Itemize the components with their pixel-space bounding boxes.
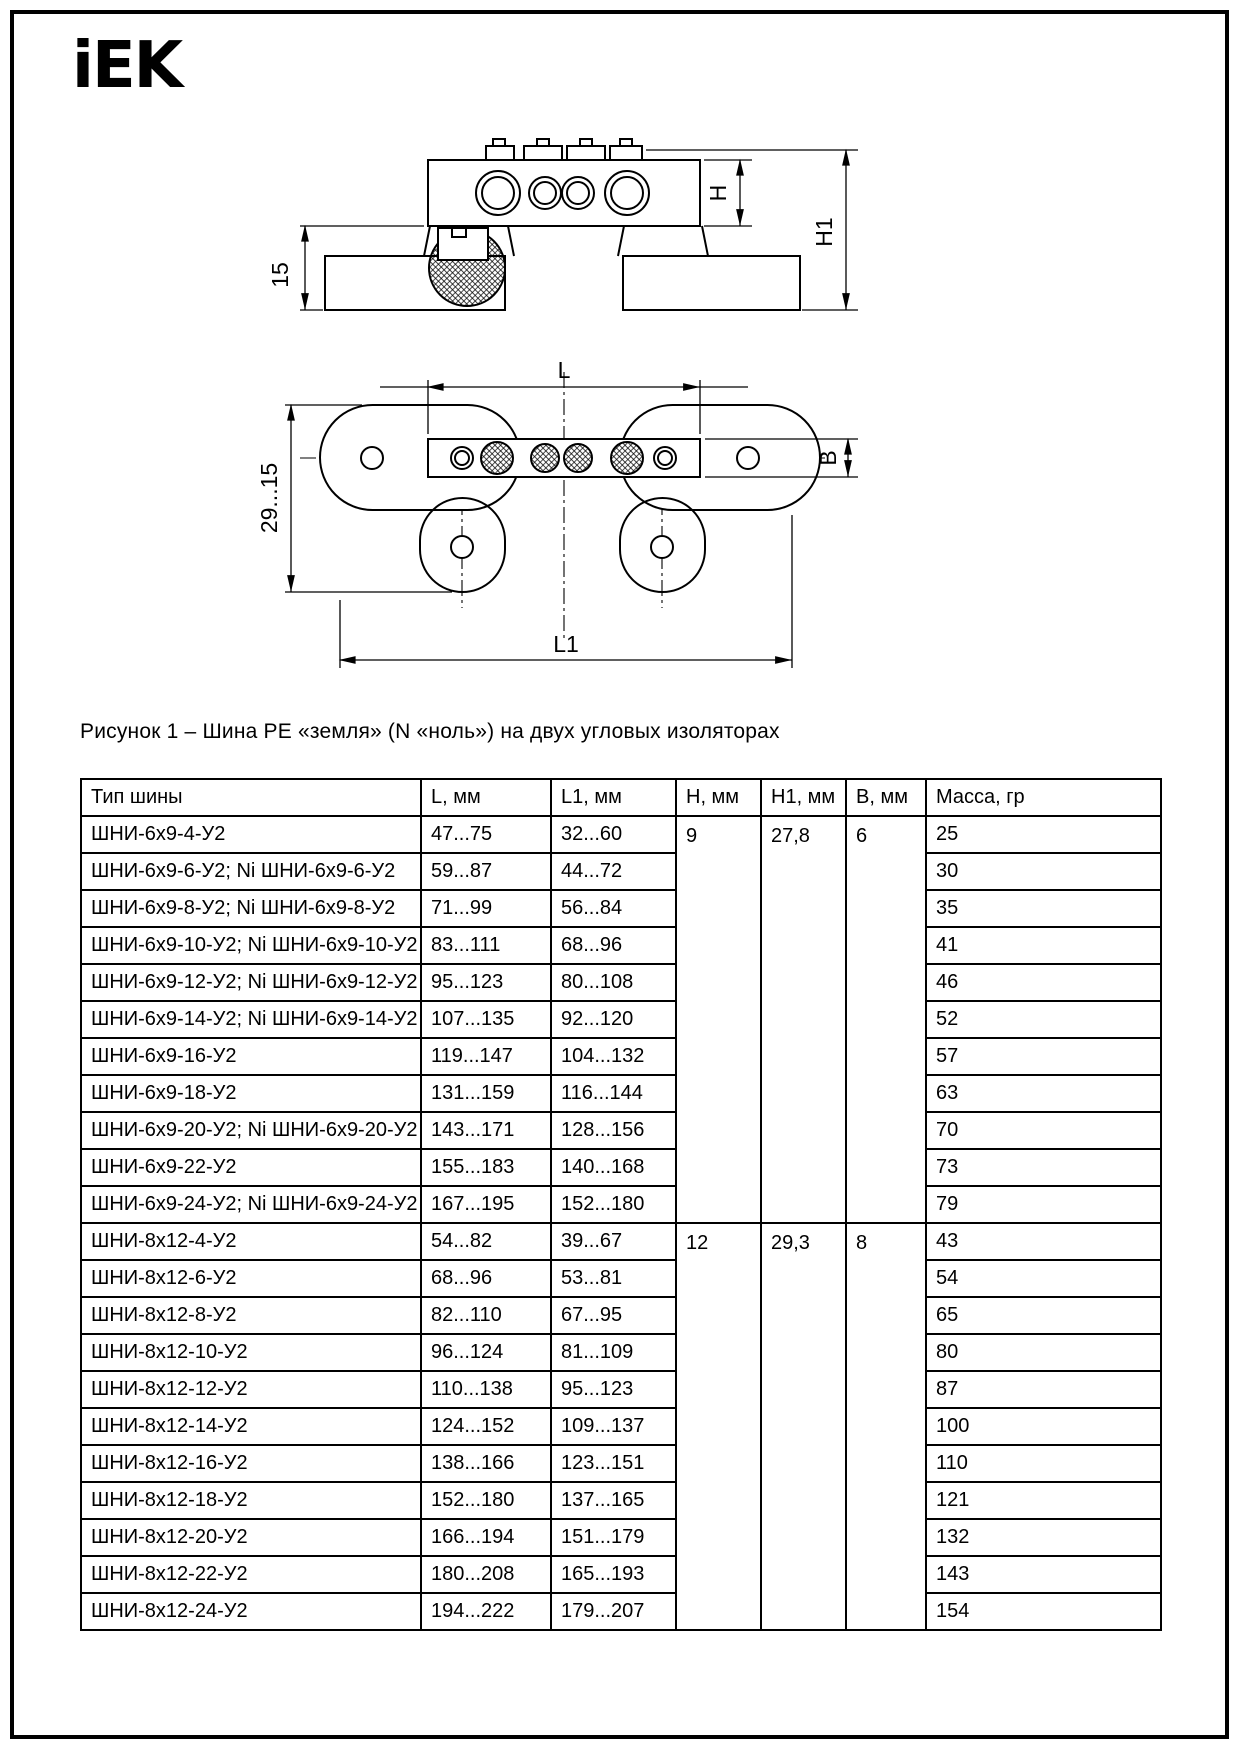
cell-mass: 80 xyxy=(926,1334,1161,1371)
cell-l: 143...171 xyxy=(421,1112,551,1149)
spec-table-body xyxy=(81,816,1161,1630)
cell-h: 12 xyxy=(676,1223,761,1630)
figure-caption: Рисунок 1 – Шина PE «земля» (N «ноль») на двух угловых изоляторах xyxy=(80,720,780,743)
cell-l: 96...124 xyxy=(421,1334,551,1371)
cell-l1: 179...207 xyxy=(551,1593,676,1630)
dim-label-h1: H1 xyxy=(811,217,837,247)
col-header-h: H, мм xyxy=(676,779,761,816)
table-row xyxy=(81,1556,1161,1593)
cell-type: ШНИ-6х9-8-У2; Ni ШНИ-6х9-8-У2 xyxy=(81,890,421,927)
cell-l1: 137...165 xyxy=(551,1482,676,1519)
cell-l: 95...123 xyxy=(421,964,551,1001)
cell-l1: 95...123 xyxy=(551,1371,676,1408)
cell-type: ШНИ-6х9-4-У2 xyxy=(81,816,421,853)
header-row xyxy=(81,779,1161,816)
cell-mass: 43 xyxy=(926,1223,1161,1260)
cell-l1: 104...132 xyxy=(551,1038,676,1075)
cell-l1: 92...120 xyxy=(551,1001,676,1038)
cell-type: ШНИ-8х12-10-У2 xyxy=(81,1334,421,1371)
cell-mass: 143 xyxy=(926,1556,1161,1593)
cell-type: ШНИ-8х12-4-У2 xyxy=(81,1223,421,1260)
cell-l1: 140...168 xyxy=(551,1149,676,1186)
cell-type: ШНИ-8х12-18-У2 xyxy=(81,1482,421,1519)
cell-l: 194...222 xyxy=(421,1593,551,1630)
dim-label-h: H xyxy=(705,184,731,202)
table-row xyxy=(81,1334,1161,1371)
cell-l: 180...208 xyxy=(421,1556,551,1593)
table-row xyxy=(81,1112,1161,1149)
table-row xyxy=(81,1186,1161,1223)
cell-l: 131...159 xyxy=(421,1075,551,1112)
table-row xyxy=(81,890,1161,927)
cell-type: ШНИ-6х9-24-У2; Ni ШНИ-6х9-24-У2 xyxy=(81,1186,421,1223)
cell-mass: 30 xyxy=(926,853,1161,890)
col-header-h1: H1, мм xyxy=(761,779,846,816)
table-row xyxy=(81,1075,1161,1112)
dim-label-l1: L1 xyxy=(553,631,579,657)
cell-type: ШНИ-8х12-8-У2 xyxy=(81,1297,421,1334)
cell-type: ШНИ-8х12-14-У2 xyxy=(81,1408,421,1445)
cell-mass: 54 xyxy=(926,1260,1161,1297)
cell-mass: 73 xyxy=(926,1149,1161,1186)
cell-type: ШНИ-6х9-10-У2; Ni ШНИ-6х9-10-У2 xyxy=(81,927,421,964)
table-row xyxy=(81,964,1161,1001)
cell-l: 68...96 xyxy=(421,1260,551,1297)
cell-mass: 110 xyxy=(926,1445,1161,1482)
cell-l1: 165...193 xyxy=(551,1556,676,1593)
cell-mass: 121 xyxy=(926,1482,1161,1519)
dim-label-15: 15 xyxy=(267,262,293,288)
cell-l1: 123...151 xyxy=(551,1445,676,1482)
cell-type: ШНИ-8х12-16-У2 xyxy=(81,1445,421,1482)
cell-l: 152...180 xyxy=(421,1482,551,1519)
table-row xyxy=(81,1371,1161,1408)
cell-l1: 44...72 xyxy=(551,853,676,890)
cell-type: ШНИ-8х12-6-У2 xyxy=(81,1260,421,1297)
cell-l: 166...194 xyxy=(421,1519,551,1556)
cell-l: 71...99 xyxy=(421,890,551,927)
cell-mass: 25 xyxy=(926,816,1161,853)
cell-mass: 100 xyxy=(926,1408,1161,1445)
cell-l: 155...183 xyxy=(421,1149,551,1186)
table-row xyxy=(81,1297,1161,1334)
cell-l1: 151...179 xyxy=(551,1519,676,1556)
table-row xyxy=(81,1038,1161,1075)
cell-l1: 56...84 xyxy=(551,890,676,927)
cell-mass: 35 xyxy=(926,890,1161,927)
cell-mass: 87 xyxy=(926,1371,1161,1408)
cell-l: 107...135 xyxy=(421,1001,551,1038)
cell-l1: 39...67 xyxy=(551,1223,676,1260)
cell-type: ШНИ-8х12-24-У2 xyxy=(81,1593,421,1630)
dim-label-l: L xyxy=(557,357,571,383)
cell-type: ШНИ-6х9-6-У2; Ni ШНИ-6х9-6-У2 xyxy=(81,853,421,890)
cell-mass: 57 xyxy=(926,1038,1161,1075)
dim-label-range: 29...15 xyxy=(256,462,282,534)
cell-type: ШНИ-8х12-22-У2 xyxy=(81,1556,421,1593)
cell-h: 9 xyxy=(676,816,761,1223)
table-row xyxy=(81,1593,1161,1630)
table-row xyxy=(81,1149,1161,1186)
table-row xyxy=(81,1260,1161,1297)
iek-logo: iEK xyxy=(72,29,182,103)
cell-l: 138...166 xyxy=(421,1445,551,1482)
col-header-l: L, мм xyxy=(421,779,551,816)
cell-mass: 79 xyxy=(926,1186,1161,1223)
table-row xyxy=(81,1482,1161,1519)
col-header-b: B, мм xyxy=(846,779,926,816)
cell-l1: 68...96 xyxy=(551,927,676,964)
dim-label-b: B xyxy=(815,450,841,466)
table-row xyxy=(81,1223,1161,1260)
cell-l1: 32...60 xyxy=(551,816,676,853)
table-row xyxy=(81,816,1161,853)
cell-l: 82...110 xyxy=(421,1297,551,1334)
cell-type: ШНИ-6х9-20-У2; Ni ШНИ-6х9-20-У2 xyxy=(81,1112,421,1149)
cell-l: 83...111 xyxy=(421,927,551,964)
cell-mass: 154 xyxy=(926,1593,1161,1630)
figure-1-drawing xyxy=(0,120,1240,720)
table-row xyxy=(81,1445,1161,1482)
cell-l1: 80...108 xyxy=(551,964,676,1001)
table-row xyxy=(81,853,1161,890)
cell-l: 119...147 xyxy=(421,1038,551,1075)
col-header-l1: L1, мм xyxy=(551,779,676,816)
spec-table xyxy=(80,778,1162,1631)
cell-mass: 63 xyxy=(926,1075,1161,1112)
cell-h1: 29,3 xyxy=(761,1223,846,1630)
front-view xyxy=(325,139,800,310)
cell-l: 124...152 xyxy=(421,1408,551,1445)
technical-drawing-svg xyxy=(0,120,1240,720)
cell-l: 59...87 xyxy=(421,853,551,890)
cell-type: ШНИ-6х9-18-У2 xyxy=(81,1075,421,1112)
spec-table-head xyxy=(81,779,1161,816)
cell-h1: 27,8 xyxy=(761,816,846,1223)
cell-type: ШНИ-6х9-14-У2; Ni ШНИ-6х9-14-У2 xyxy=(81,1001,421,1038)
cell-mass: 41 xyxy=(926,927,1161,964)
cell-l: 110...138 xyxy=(421,1371,551,1408)
cell-mass: 46 xyxy=(926,964,1161,1001)
cell-mass: 132 xyxy=(926,1519,1161,1556)
cell-l: 47...75 xyxy=(421,816,551,853)
cell-type: ШНИ-8х12-12-У2 xyxy=(81,1371,421,1408)
col-header-mass: Масса, гр xyxy=(926,779,1161,816)
cell-mass: 65 xyxy=(926,1297,1161,1334)
table-row xyxy=(81,1001,1161,1038)
cell-mass: 70 xyxy=(926,1112,1161,1149)
cell-type: ШНИ-6х9-12-У2; Ni ШНИ-6х9-12-У2 xyxy=(81,964,421,1001)
cell-l1: 109...137 xyxy=(551,1408,676,1445)
cell-l1: 81...109 xyxy=(551,1334,676,1371)
table-row xyxy=(81,1519,1161,1556)
cell-mass: 52 xyxy=(926,1001,1161,1038)
cell-l1: 116...144 xyxy=(551,1075,676,1112)
cell-type: ШНИ-6х9-16-У2 xyxy=(81,1038,421,1075)
cell-type: ШНИ-8х12-20-У2 xyxy=(81,1519,421,1556)
cell-b: 6 xyxy=(846,816,926,1223)
cell-type: ШНИ-6х9-22-У2 xyxy=(81,1149,421,1186)
cell-l1: 67...95 xyxy=(551,1297,676,1334)
cell-l: 54...82 xyxy=(421,1223,551,1260)
table-row xyxy=(81,927,1161,964)
cell-l1: 152...180 xyxy=(551,1186,676,1223)
table-row xyxy=(81,1408,1161,1445)
cell-b: 8 xyxy=(846,1223,926,1630)
cell-l1: 128...156 xyxy=(551,1112,676,1149)
col-header-type: Тип шины xyxy=(81,779,421,816)
top-view xyxy=(320,405,820,592)
cell-l: 167...195 xyxy=(421,1186,551,1223)
cell-l1: 53...81 xyxy=(551,1260,676,1297)
